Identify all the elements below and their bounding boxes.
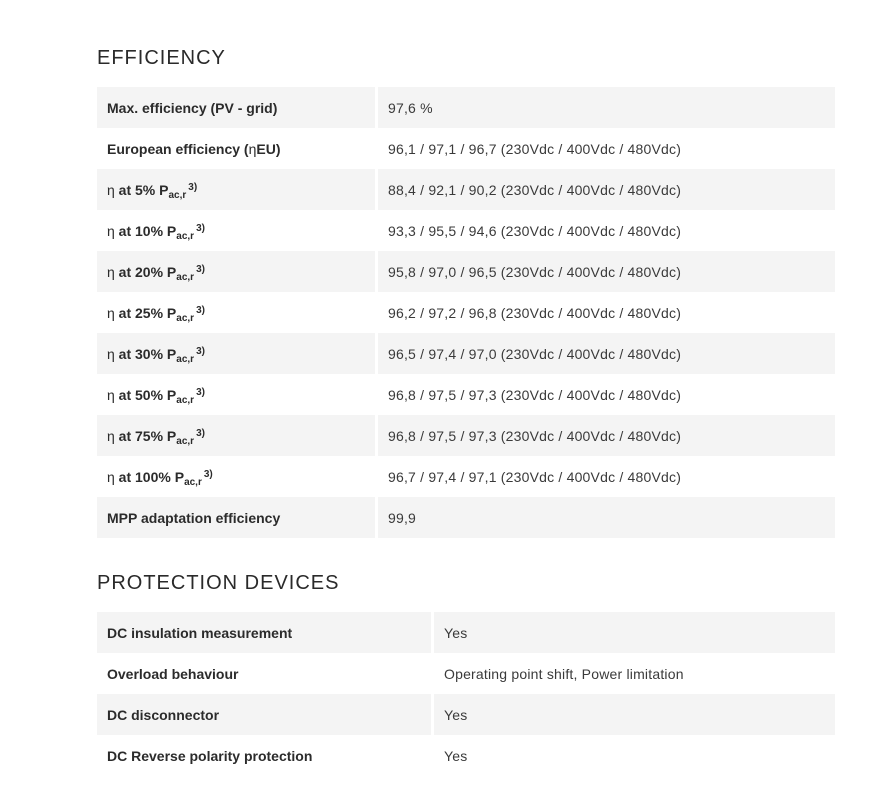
row-value: Yes xyxy=(434,612,835,653)
row-value: 95,8 / 97,0 / 96,5 (230Vdc / 400Vdc / 480Vdc) xyxy=(378,251,835,292)
table-row xyxy=(97,87,835,128)
eta-symbol: η xyxy=(248,140,257,157)
label-text: at 20% P xyxy=(114,263,177,280)
table-row xyxy=(97,653,835,694)
label-text: at 10% P xyxy=(114,222,177,239)
label-text: at 25% P xyxy=(114,304,177,321)
row-value: 88,4 / 92,1 / 90,2 (230Vdc / 400Vdc / 480Vdc) xyxy=(378,169,835,210)
footnote-marker: 3) xyxy=(203,468,213,480)
row-label: MPP adaptation efficiency xyxy=(97,497,378,538)
eta-symbol: η xyxy=(107,427,115,444)
row-value: 97,6 % xyxy=(378,87,835,128)
label-subscript: ac,r xyxy=(176,435,195,447)
eta-symbol: η xyxy=(107,181,115,198)
footnote-marker: 3) xyxy=(196,222,205,234)
row-value: 93,3 / 95,5 / 94,6 (230Vdc / 400Vdc / 480Vdc) xyxy=(388,222,682,239)
eta-symbol: η xyxy=(107,386,115,403)
row-label xyxy=(97,456,378,497)
row-value: 96,1 / 97,1 / 96,7 (230Vdc / 400Vdc / 480Vdc) xyxy=(388,140,682,157)
label-text: at 75% P xyxy=(114,427,177,444)
row-value: Yes xyxy=(444,747,468,764)
footnote-marker: 3) xyxy=(196,386,205,398)
table-row xyxy=(97,251,835,292)
protection-section xyxy=(97,569,835,776)
row-value: 96,8 / 97,5 / 97,3 (230Vdc / 400Vdc / 480Vdc) xyxy=(378,415,835,456)
row-label xyxy=(97,374,378,415)
protection-table xyxy=(97,612,835,776)
label-subscript: ac,r xyxy=(168,189,187,201)
row-value: 96,8 / 97,5 / 97,3 (230Vdc / 400Vdc / 480Vdc) xyxy=(388,386,682,403)
footnote-marker: 3) xyxy=(196,304,205,316)
label-subscript: ac,r xyxy=(184,476,202,488)
row-value: Operating point shift, Power limitation xyxy=(444,665,684,682)
label-text: at 30% P xyxy=(114,345,177,362)
label-text: at 100% P xyxy=(114,468,185,485)
label-subscript: ac,r xyxy=(176,312,195,324)
row-label: DC disconnector xyxy=(97,694,434,735)
label-subscript: ac,r xyxy=(176,394,195,406)
row-label xyxy=(97,251,378,292)
label-subscript: ac,r xyxy=(176,271,195,283)
row-value: 96,7 / 97,4 / 97,1 (230Vdc / 400Vdc / 480Vdc) xyxy=(388,468,682,485)
row-label: DC Reverse polarity protection xyxy=(97,735,434,776)
row-label: Max. efficiency (PV - grid) xyxy=(97,87,378,128)
table-row xyxy=(97,735,835,776)
footnote-marker: 3) xyxy=(196,263,205,275)
table-row xyxy=(97,497,835,538)
table-row xyxy=(97,333,835,374)
efficiency-heading: EFFICIENCY xyxy=(97,47,226,69)
efficiency-table xyxy=(97,87,835,538)
footnote-marker: 3) xyxy=(188,181,198,193)
table-row xyxy=(97,374,835,415)
row-label xyxy=(97,210,378,251)
table-row xyxy=(97,292,835,333)
table-row xyxy=(97,210,835,251)
table-row xyxy=(97,456,835,497)
label-text: at 50% P xyxy=(114,386,177,403)
row-value: 96,5 / 97,4 / 97,0 (230Vdc / 400Vdc / 480Vdc) xyxy=(378,333,835,374)
label-text: at 5% P xyxy=(114,181,169,198)
table-row xyxy=(97,694,835,735)
row-label: DC insulation measurement xyxy=(97,612,434,653)
label-text: EU) xyxy=(256,140,281,157)
eta-symbol: η xyxy=(107,222,115,239)
row-label xyxy=(97,333,378,374)
footnote-marker: 3) xyxy=(196,427,205,439)
row-label xyxy=(97,169,378,210)
eta-symbol: η xyxy=(107,345,115,362)
row-label xyxy=(97,415,378,456)
table-row xyxy=(97,169,835,210)
table-row xyxy=(97,612,835,653)
row-value: 99,9 xyxy=(378,497,835,538)
table-row xyxy=(97,415,835,456)
row-value: Yes xyxy=(434,694,835,735)
label-subscript: ac,r xyxy=(176,230,195,242)
footnote-marker: 3) xyxy=(196,345,205,357)
label-text: European efficiency ( xyxy=(107,140,249,157)
eta-symbol: η xyxy=(107,263,115,280)
protection-heading: PROTECTION DEVICES xyxy=(97,572,340,594)
eta-symbol: η xyxy=(107,304,115,321)
label-subscript: ac,r xyxy=(176,353,195,365)
row-label xyxy=(97,292,378,333)
eta-symbol: η xyxy=(107,468,115,485)
table-row xyxy=(97,128,835,169)
row-value: 96,2 / 97,2 / 96,8 (230Vdc / 400Vdc / 480Vdc) xyxy=(388,304,682,321)
row-label: Overload behaviour xyxy=(97,653,434,694)
row-label xyxy=(97,128,378,169)
efficiency-section xyxy=(97,44,835,538)
